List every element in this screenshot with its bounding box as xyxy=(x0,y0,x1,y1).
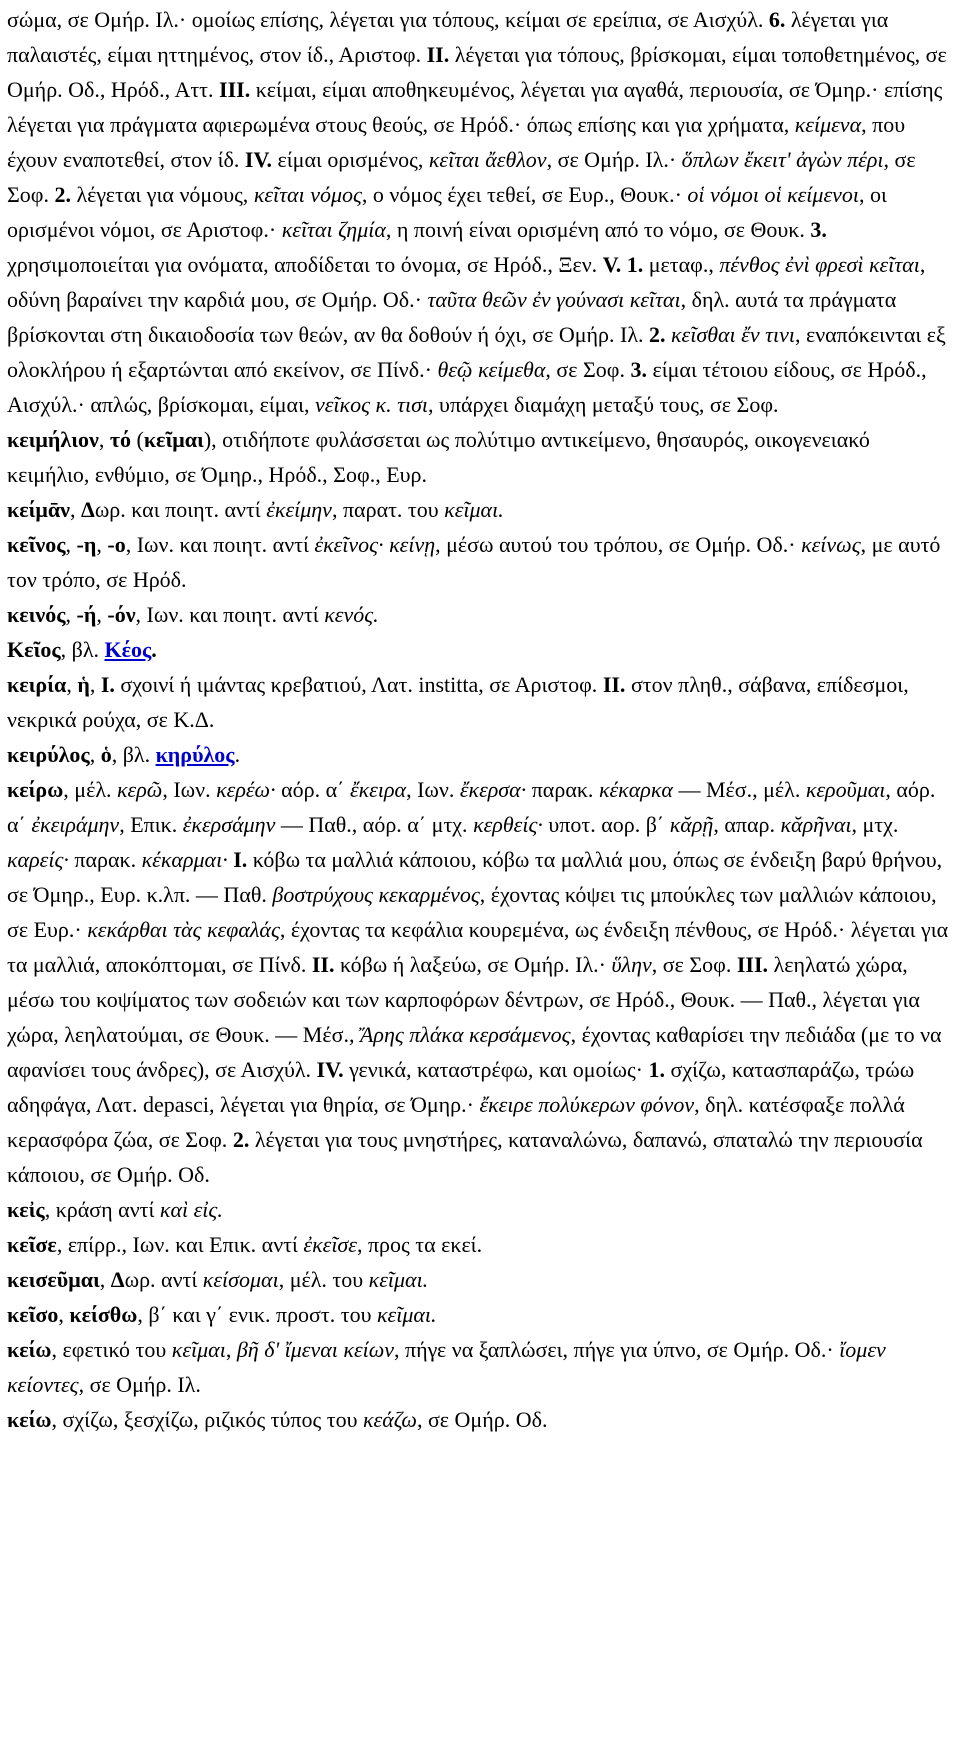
entry-text: , xyxy=(58,1302,70,1327)
greek-citation: ὕλην xyxy=(611,952,652,977)
greek-citation: κεροῦμαι xyxy=(805,777,886,802)
bold-text: 3. xyxy=(810,217,827,242)
entry-continuation xyxy=(7,2,954,422)
bold-text: Δ xyxy=(81,497,95,522)
greek-citation: ταῦτα θεῶν ἐν γούνασι κεῖται xyxy=(427,287,681,312)
entry-text: , βλ. xyxy=(60,637,105,662)
entry-text: σχοινί ή ιμάντας κρεβατιού, Λατ. institta, σε Αριστοφ. xyxy=(114,672,603,697)
greek-citation: νεῖκος κ. τισι xyxy=(315,392,429,417)
greek-citation: κᾰρῆναι xyxy=(780,812,852,837)
entry-text: , οι ορισμένοι νόμοι, σε Αριστοφ.· xyxy=(7,182,887,242)
entry-headword: κεῖσο xyxy=(7,1302,59,1327)
greek-citation: κεῖμαι. xyxy=(368,1267,429,1292)
greek-citation: κεῖται νόμος xyxy=(253,182,362,207)
entry-text: σώμα, σε Ομήρ. Ιλ.· ομοίως επίσης, λέγεται για τόπους, κείμαι σε ερείπια, σε Αισχύλ. xyxy=(7,7,769,32)
entry-text: αόρ. α΄ xyxy=(275,777,350,802)
entry-text: , σχίζω, ξεσχίζω, ριζικός τύπος του xyxy=(51,1407,363,1432)
bold-text: 2. xyxy=(54,182,72,207)
entry-headword: κεἰς xyxy=(7,1197,45,1222)
greek-citation: κέκαρμαι· xyxy=(141,847,228,872)
entry-text: , αόρ. α΄ xyxy=(7,777,936,837)
entry-headword: κείμᾱν xyxy=(7,497,71,522)
entry-text: , δηλ. αυτά τα πράγματα βρίσκονται στη δικαιοδοσία των θεών, αν θα δοθούν ή όχι, σε Ομήρ. Ιλ. xyxy=(7,287,897,347)
entry-headword: κεῖσε xyxy=(7,1232,57,1257)
entry-text: κείμαι, είμαι αποθηκευμένος, λέγεται για αγαθά, περιουσία, σε Όμηρ.· επίσης λέγεται για πράγματα αφιερωμένα στους θεούς, σε Ηρόδ.· όπως επίσης και για χρήματα, xyxy=(7,77,943,137)
entry-text: , με αυτό τον τρόπο, σε Ηρόδ. xyxy=(7,532,941,592)
entry-text: , μέσω αυτού του τρόπου, σε Ομήρ. Οδ.· xyxy=(435,532,802,557)
entry-text: χρησιμοποιείται για ονόματα, αποδίδεται το όνομα, σε Ηρόδ., Ξεν. xyxy=(7,252,603,277)
greek-citation: ἔκειρα xyxy=(349,777,407,802)
entry-text: — Παθ., αόρ. α΄ μτχ. xyxy=(275,812,474,837)
bold-text: III. xyxy=(219,77,251,102)
entry-text: γενικά, καταστρέφω, και ομοίως· xyxy=(343,1057,649,1082)
entry-text: ωρ. και ποιητ. αντί xyxy=(94,497,267,522)
entry-headword: κειρύλος xyxy=(7,742,90,767)
entry-text: , παρατ. του xyxy=(331,497,445,522)
greek-citation: ὅπλων ἔκειτ' ἀγὼν πέρι xyxy=(681,147,884,172)
bold-text: II. xyxy=(311,952,335,977)
greek-citation: καρείς· xyxy=(7,847,69,872)
entry-headword: κείω xyxy=(7,1407,52,1432)
entry-text: , απαρ. xyxy=(713,812,781,837)
entry-headword: Κεῖος xyxy=(7,637,61,662)
greek-citation: κείνως xyxy=(801,532,861,557)
entry-text: λέγεται για νόμους, xyxy=(71,182,254,207)
greek-citation: κεκάρθαι τὰς κεφαλάς xyxy=(87,917,280,942)
greek-citation: κερθείς· xyxy=(473,812,543,837)
greek-citation: ἐκεῖσε xyxy=(303,1232,357,1257)
entry-text: , εναπόκεινται εξ ολοκλήρου ή εξαρτώνται από εκείνον, σε Πίνδ.· xyxy=(7,322,946,382)
entry-text: , xyxy=(66,672,78,697)
bold-text: Δ xyxy=(110,1267,125,1292)
entry-text: , σε Ομήρ. Ιλ. xyxy=(78,1372,201,1397)
cross-reference-link[interactable]: Κέος xyxy=(104,637,152,662)
bold-text: IV. xyxy=(316,1057,344,1082)
greek-citation: κερῶ xyxy=(117,777,163,802)
entry-text: , xyxy=(96,532,108,557)
entry-text: . xyxy=(234,742,241,767)
entry-text: , έχοντας τα κεφάλια κουρεμένα, ως ένδειξη πένθους, σε Ηρόδ.· λέγεται για τα μαλλιά, αποκόπτομαι, σε Πίνδ. xyxy=(7,917,949,977)
bold-text: -ο xyxy=(107,532,126,557)
entry-text: — Μέσ., μέλ. xyxy=(672,777,806,802)
greek-citation: θεῷ κείμεθα xyxy=(437,357,546,382)
entry-text: , οδύνη βαραίνει την καρδιά μου, σε Ομήρ. Οδ.· xyxy=(7,252,926,312)
bold-text: 2. xyxy=(232,1127,250,1152)
entry-text: , xyxy=(89,742,101,767)
dictionary-entry xyxy=(7,667,954,737)
entry-text: , Επικ. xyxy=(119,812,183,837)
bold-text: II. xyxy=(602,672,626,697)
entry-text: , που έχουν εναποτεθεί, στον ίδ. xyxy=(7,112,906,172)
bold-text: V. 1. xyxy=(602,252,644,277)
bold-text: ἡ xyxy=(77,672,90,697)
entry-text: , βλ. xyxy=(111,742,156,767)
greek-citation: οἱ νόμοι οἱ κείμενοι xyxy=(687,182,859,207)
entry-text: , xyxy=(225,1337,237,1362)
dictionary-entry xyxy=(7,737,954,772)
bold-text: . xyxy=(151,637,157,662)
greek-citation: κερέω· xyxy=(216,777,276,802)
dictionary-entry xyxy=(7,1227,954,1262)
dictionary-entry xyxy=(7,492,954,527)
entry-text: κόβω τα μαλλιά κάποιου, κόβω τα μαλλιά μου, όπως σε ένδειξη βαρύ θρήνου, σε Όμηρ., Ευρ. κ.λπ. — Παθ. xyxy=(7,847,943,907)
entry-text: λέγεται για παλαιστές, είμαι ηττημένος, στον ίδ., Αριστοφ. xyxy=(7,7,889,67)
entry-text: λεηλατώ χώρα, μέσω του κοψίματος των σοδειών και των καρποφόρων δέντρων, σε Ηρόδ., Θουκ. — Παθ., λέγεται για χώρα, λεηλατούμαι, σε Θουκ. — Μέσ., xyxy=(7,952,920,1047)
bold-text: -ή xyxy=(76,602,97,627)
greek-citation: βῆ δ' ἴμεναι κείων xyxy=(236,1337,395,1362)
greek-citation: κέκαρκα xyxy=(598,777,673,802)
bold-text: ὁ xyxy=(100,742,112,767)
greek-citation: κείμενα xyxy=(794,112,862,137)
dictionary-entry xyxy=(7,1192,954,1227)
greek-citation: κείσομαι xyxy=(202,1267,279,1292)
entry-text: , xyxy=(96,602,108,627)
entry-headword: κείω xyxy=(7,1337,52,1362)
dictionary-entry xyxy=(7,527,954,597)
entry-text: ωρ. αντί xyxy=(124,1267,203,1292)
dictionary-entry xyxy=(7,632,954,667)
entry-text: , xyxy=(65,602,77,627)
bold-text: κεῖμαι xyxy=(143,427,204,452)
bold-text: 6. xyxy=(768,7,786,32)
entry-text: , κράση αντί xyxy=(44,1197,160,1222)
entry-text: , Ιων. xyxy=(406,777,460,802)
entry-text: , xyxy=(99,1267,111,1292)
entry-text: , Ιων. και ποιητ. αντί xyxy=(135,602,325,627)
bold-text: IV. xyxy=(244,147,273,172)
entry-text: κόβω ή λαξεύω, σε Ομήρ. Ιλ.· xyxy=(334,952,612,977)
greek-citation: κεῖται ἄεθλον xyxy=(428,147,547,172)
greek-citation: κεῖσθαι ἔν τινι xyxy=(671,322,795,347)
bold-text: III. xyxy=(736,952,769,977)
greek-citation: ἐκείμην xyxy=(266,497,332,522)
greek-citation: ἔκειρε πολύκερων φόνον xyxy=(479,1092,695,1117)
entry-text: λέγεται για τους μνηστήρες, καταναλώνω, δαπανώ, σπαταλώ την περιουσία κάποιου, σε Ομήρ. Οδ. xyxy=(7,1127,923,1187)
entry-text: , μτχ. xyxy=(851,812,899,837)
entry-text: είμαι τέτοιου είδους, σε Ηρόδ., Αισχύλ.· απλώς, βρίσκομαι, είμαι, xyxy=(7,357,927,417)
entry-text: , xyxy=(98,427,110,452)
bold-text: 1. xyxy=(648,1057,665,1082)
entry-text: , σε Σοφ. xyxy=(651,952,737,977)
greek-citation: κεῖμαι. xyxy=(377,1302,437,1327)
cross-reference-link[interactable]: κηρύλος xyxy=(155,742,235,767)
greek-citation: βοστρύχους κεκαρμένος xyxy=(272,882,480,907)
bold-text: I. xyxy=(233,847,248,872)
entry-text: , δηλ. κατέσφαξε πολλά κερασφόρα ζώα, σε Σοφ. xyxy=(7,1092,905,1152)
dictionary-entry xyxy=(7,1402,954,1437)
entry-text: , xyxy=(70,497,82,522)
entry-text: , επίρρ., Ιων. και Επικ. αντί xyxy=(56,1232,304,1257)
bold-text: -η xyxy=(76,532,97,557)
entry-text: , έχοντας καθαρίσει την πεδιάδα (με το να αφανίσει τους άνδρες), σε Αισχύλ. xyxy=(7,1022,942,1082)
entry-text: , Ιων. xyxy=(162,777,217,802)
greek-citation: κεῖται ζημία xyxy=(281,217,386,242)
entry-text: , σε Σοφ. xyxy=(7,147,916,207)
entry-text: , xyxy=(89,672,101,697)
greek-citation: ἐκειράμην xyxy=(31,812,120,837)
entry-text: , προς τα εκεί. xyxy=(356,1232,483,1257)
entry-text: στον πληθ., σάβανα, επίδεσμοι, νεκρικά ρούχα, σε Κ.Δ. xyxy=(7,672,909,732)
bold-text: -όν xyxy=(107,602,136,627)
dictionary-entry xyxy=(7,1332,954,1402)
entry-text: , β΄ και γ΄ ενικ. προστ. του xyxy=(137,1302,377,1327)
entry-text: μεταφ., xyxy=(643,252,720,277)
bold-text: κείσθω xyxy=(69,1302,138,1327)
bold-text: I. xyxy=(100,672,115,697)
greek-citation: ἴομεν κείοντες xyxy=(7,1337,886,1397)
entry-text: , Ιων. και ποιητ. αντί xyxy=(125,532,315,557)
entry-text: , μέλ. xyxy=(63,777,117,802)
entry-text: ( xyxy=(131,427,144,452)
greek-citation: κεῖμαι xyxy=(171,1337,226,1362)
entry-text: , πήγε να ξαπλώσει, πήγε για ύπνο, σε Ομήρ. Οδ.· xyxy=(394,1337,840,1362)
greek-citation: κᾰρῇ xyxy=(669,812,714,837)
greek-citation: καὶ εἰς. xyxy=(159,1197,223,1222)
entry-text: , έχοντας κόψει τις μπούκλες των μαλλιών κάποιου, σε Ευρ.· xyxy=(7,882,937,942)
dictionary-entry xyxy=(7,1297,954,1332)
entry-text: υποτ. αορ. β΄ xyxy=(542,812,670,837)
greek-citation: κενός. xyxy=(324,602,379,627)
bold-text: τό xyxy=(109,427,131,452)
entry-text: , υπάρχει διαμάχη μεταξύ τους, σε Σοφ. xyxy=(428,392,779,417)
greek-citation: Ἄρης πλάκα κερσάμενος xyxy=(359,1022,571,1047)
entry-headword: κειμήλιον xyxy=(7,427,99,452)
entry-text: σχίζω, κατασπαράζω, τρώω αδηφάγα, Λατ. depasci, λέγεται για θηρία, σε Όμηρ.· xyxy=(7,1057,915,1117)
entry-text: είμαι ορισμένος, xyxy=(272,147,429,172)
greek-citation: ἐκεῖνος· κείνῃ xyxy=(314,532,436,557)
entry-text: , xyxy=(65,532,77,557)
entry-headword: κεισεῦμαι xyxy=(7,1267,100,1292)
entry-text: λέγεται για τόπους, βρίσκομαι, είμαι τοποθετημένος, σε Ομήρ. Οδ., Ηρόδ., Αττ. xyxy=(7,42,947,102)
greek-citation: πένθος ἐνὶ φρεσὶ κεῖται xyxy=(719,252,920,277)
dictionary-entry xyxy=(7,422,954,492)
entry-text: , σε Σοφ. xyxy=(545,357,631,382)
dictionary-entry xyxy=(7,772,954,1192)
entry-text: , ο νόμος έχει τεθεί, σε Ευρ., Θουκ.· xyxy=(361,182,688,207)
entry-headword: κεινός xyxy=(7,602,66,627)
dictionary-entry xyxy=(7,597,954,632)
bold-text: 3. xyxy=(630,357,647,382)
entry-text: παρακ. xyxy=(68,847,142,872)
greek-citation: κεῖμαι. xyxy=(444,497,504,522)
entry-text: , η ποινή είναι ορισμένη από το νόμο, σε Θουκ. xyxy=(385,217,811,242)
entry-text: παρακ. xyxy=(526,777,599,802)
entry-headword: κείρω xyxy=(7,777,64,802)
dictionary-entry xyxy=(7,1262,954,1297)
bold-text: 2. xyxy=(649,322,666,347)
entry-headword: κεῖνος xyxy=(7,532,66,557)
entry-headword: κειρία xyxy=(7,672,67,697)
entry-text: , σε Ομήρ. Οδ. xyxy=(416,1407,548,1432)
greek-citation: ἐκερσάμην xyxy=(182,812,276,837)
greek-citation: κεάζω xyxy=(362,1407,417,1432)
entry-text: , εφετικό του xyxy=(51,1337,172,1362)
entry-text: ), οτιδήποτε φυλάσσεται ως πολύτιμο αντικείμενο, θησαυρός, οικογενειακό κειμήλιο, ενθύμιο, σε Όμηρ., Ηρόδ., Σοφ., Ευρ. xyxy=(7,427,870,487)
entry-text: , σε Ομήρ. Ιλ.· xyxy=(546,147,682,172)
greek-citation: ἔκερσα· xyxy=(459,777,527,802)
entry-text: , μέλ. του xyxy=(278,1267,369,1292)
bold-text: II. xyxy=(426,42,450,67)
